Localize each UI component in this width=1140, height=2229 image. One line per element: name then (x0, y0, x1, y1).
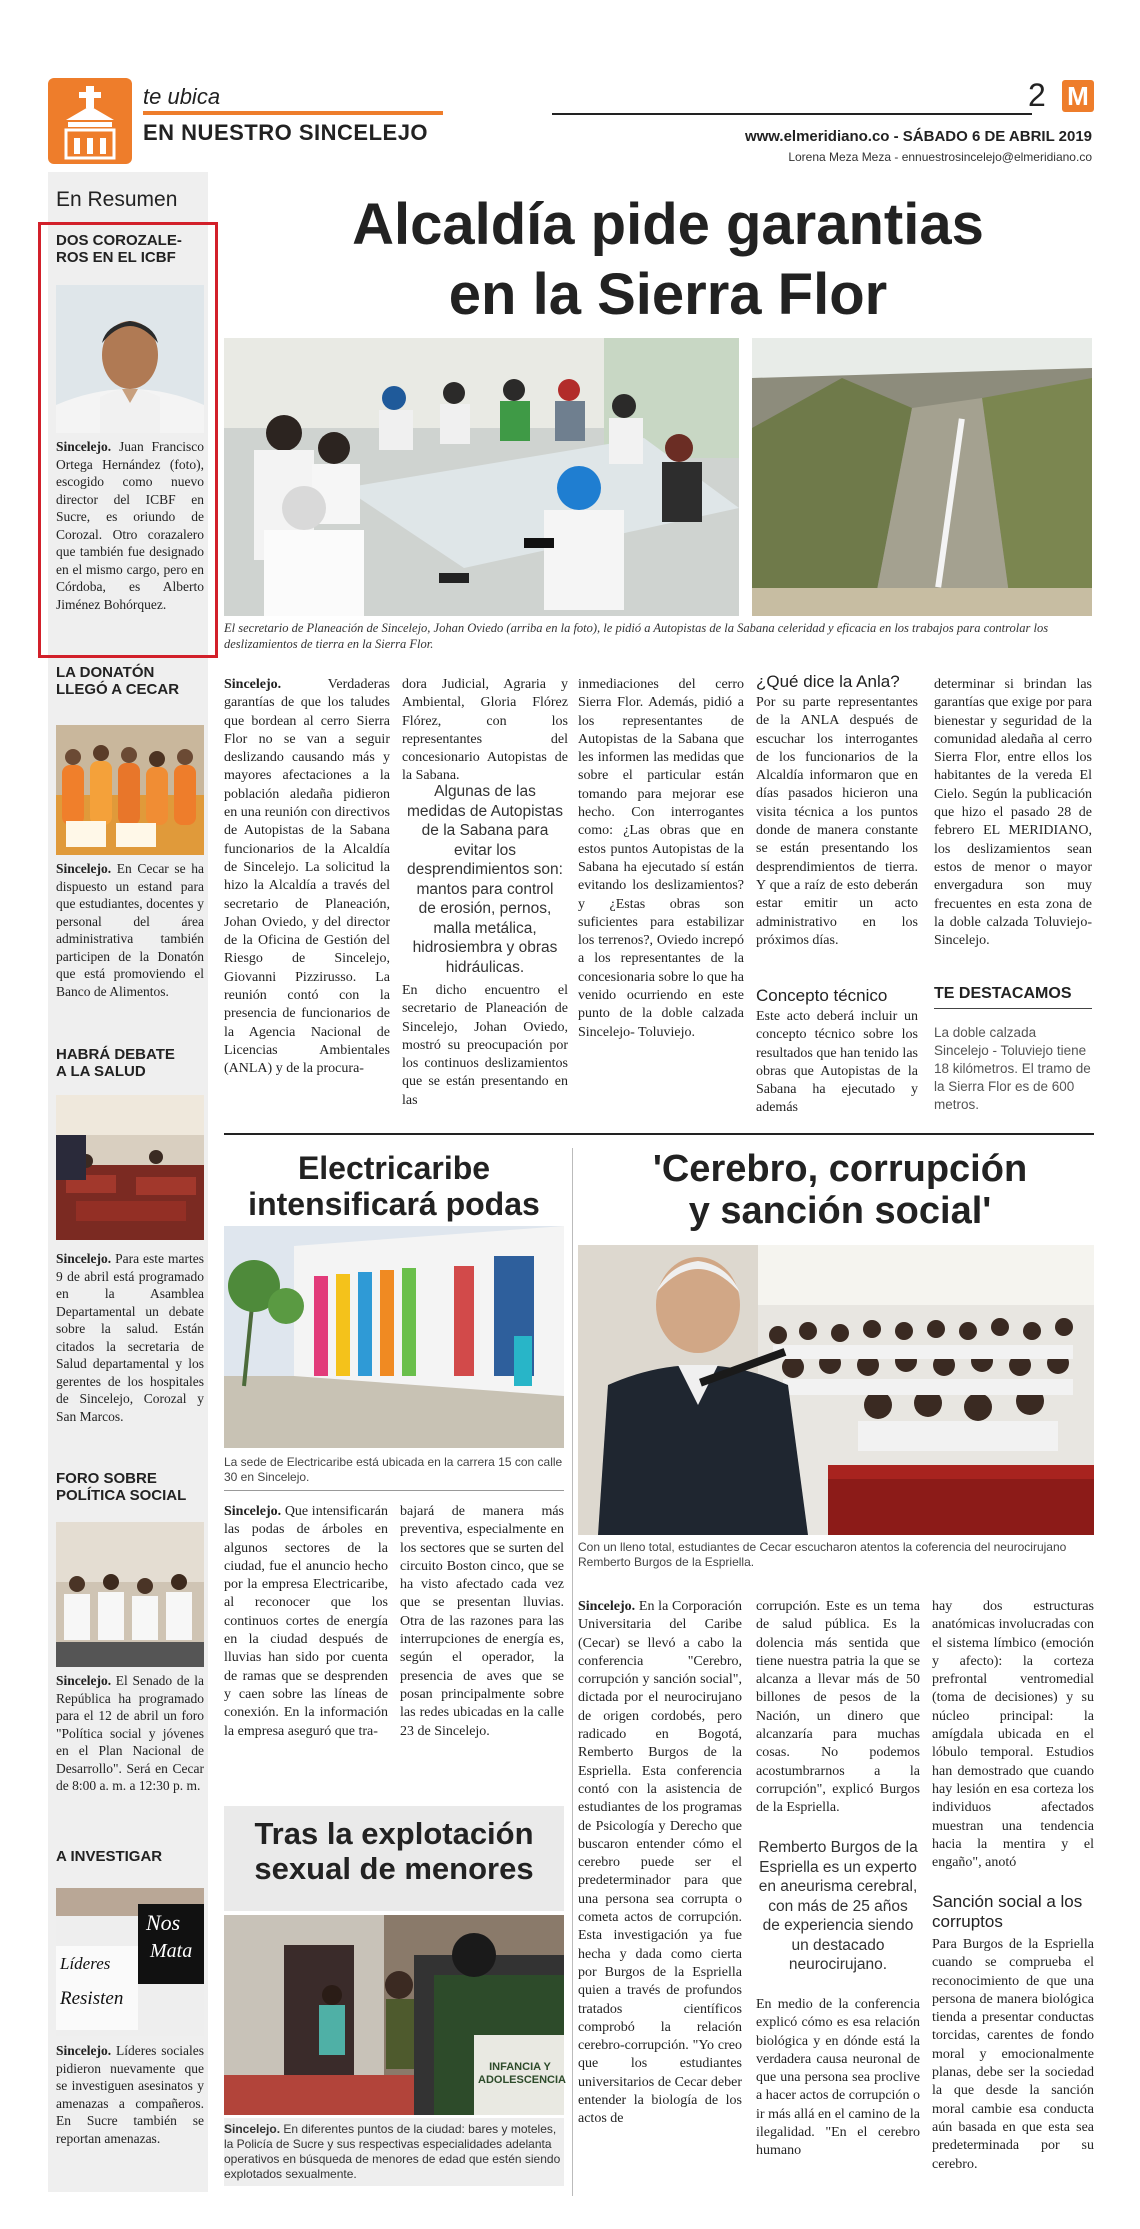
vest-label: INFANCIA Y ADOLESCENCIA (478, 2061, 567, 2086)
sidebar-item-heading: HABRÁ DEBATE A LA SALUD (56, 1046, 175, 1080)
highlight-rule (934, 1008, 1092, 1009)
article-column: corrupción. Este es un tema de salud pública. Es la dolencia más sentida que tiene nuestra patria la que se alcanza a llevar más de 50 billones de pesos de la Nación, un dinero que alcanzaría para muchas cosas. No podemos acostumbrarnos a la corrupción", explicó Burgos de la Espriella. (756, 1599, 920, 1816)
header-divider (143, 111, 443, 115)
article-subhead: ¿Qué dice la Anla? (756, 672, 900, 691)
highlight-frame (38, 222, 218, 658)
meeting-photo (224, 338, 739, 616)
sidebar-item-body: Sincelejo. Para este martes 9 de abril está programado en la Asamblea Departamental un debate sobre la salud. Están citados la secretaria de Salud departamental y los gerentes de los hospitales de Sincelejo, Corozal y San Marcos. (56, 1251, 204, 1424)
section-divider (224, 1133, 1094, 1135)
section-kicker: te ubica (143, 84, 221, 109)
sidebar-item-heading: A INVESTIGAR (56, 1848, 163, 1865)
sign-word: Resisten (60, 1988, 124, 2009)
article-column: Para Burgos de la Espriella cuando se comprueba el reconocimiento de que una persona de manera biológica tienda a presentar conductas torcidas, carentes de fondo moral y emocionalmente planas, debe ser la sociedad la que desde la sanción moral cambie esa conducta aún basada en que esta sea predeterminada por su cerebro. (932, 1937, 1094, 2172)
brand-logo: M (1062, 80, 1094, 112)
header-rule (552, 113, 1032, 115)
sidebar-item-body: Sincelejo. En Cecar se ha dispuesto un estand para que estudiantes, docentes y personal del área administrativa también participen de la Donatón que está promoviendo el Banco de Alimentos. (56, 861, 204, 999)
sign-word: Nos (146, 1910, 181, 1935)
pull-quote: Remberto Burgos de la Espriella es un experto en aneurisma cerebral, con más de 25 años de experiencia siendo un destacado neurocirujano. (758, 1839, 918, 1973)
church-logo-icon (48, 78, 132, 164)
sidebar-item-body: Sincelejo. Juan Francisco Ortega Hernández (foto), escogido como nuevo director del ICBF en Sucre, es oriundo de Corozal. Otro corazalero que también fue designado en el mismo cargo, pero en Córdoba, es Alberto Jiménez Bohórquez. (56, 439, 204, 612)
donation-stand-photo (56, 725, 204, 855)
article-column: Este acto deberá incluir un concepto técnico sobre los resultados que han tenido las obras que Autopistas de la Sabana ha ejecutado y además (756, 1009, 918, 1116)
article-column: Por su parte representantes de la ANLA después de escuchar los interrogantes de los funcionarios de la Alcaldía informaron que en días pasados hicieron una visita técnica a los puntos donde de manera constante se están presentando los desprendimientos de tierra. Y que a raíz de esto deberán estar emitir un acto administrativo en los próximos días. (756, 695, 918, 948)
caption-rule (224, 1490, 564, 1491)
protest-signs-photo (56, 1888, 204, 2036)
article-column: En dicho encuentro el secretario de Planeación de Sincelejo, Johan Oviedo, mostró su preocupación por los continuos deslizamientos que se están presentando en las (402, 983, 568, 1108)
sign-word: Mata (150, 1940, 193, 1962)
article-subhead: Sanción social a los corruptos (932, 1892, 1083, 1931)
section-title: EN NUESTRO SINCELEJO (143, 120, 429, 145)
article-column: Sincelejo. Que intensificarán las podas de árboles en algunos sectores de la ciudad, fue el anuncio hecho por la empresa Electricaribe, al reconocer que los continuos cortes de energía en la ciudad después de lluvias han sido por cuenta de ramas que se desprenden y caen sobre las líneas de conexión. En la información la empresa aseguró que tra- (224, 1504, 388, 1739)
article-column: dora Judicial, Agraria y Ambiental, Gloria Flórez Flórez, con los representantes del concesionario Autopistas de la Sabana. (402, 677, 568, 784)
byline: Lorena Meza Meza - ennuestrosincelejo@elmeridiano.co (788, 150, 1092, 164)
article-column: En medio de la conferencia explicó cómo es esa relación biológica y en dónde está la verdadera causa neuronal de que una persona sea proclive a hacer actos de corrupción o ir más allá en el camino de la ilegalidad. "En el cerebro humano (756, 1997, 920, 2159)
sidebar-item-heading: FORO SOBRE POLÍTICA SOCIAL (56, 1470, 187, 1504)
sidebar-item-heading: LA DONATÓN LLEGÓ A CECAR (56, 664, 180, 698)
page-number: 2 (1028, 77, 1046, 113)
article-column: Sincelejo. En la Corporación Universitaria del Caribe (Cecar) se llevó a cabo la conferencia "Cerebro, corrupción y sanción social", dictada por el neurocirujano de origen cordobés, pero radicado en Bogotá, Remberto Burgos de la Espriella. Esta conferencia contó con la asistencia de estudiantes de los programas de Psicología y Derecho que buscaron entender cómo el cerebro puede ser el predeterminador para que una persona sea corrupta o cometa actos de corrupción. Esta investigación ya fue hecha y dada como cierta por Burgos de la Espriella quien a través de profundos tratados científicos comprobó la relación cerebro-corrupción. "Yo creo que los estudiantes universitarios de Cecar deber entender la biología de los actos de (578, 1599, 742, 2127)
pull-quote: Algunas de las medidas de Autopistas de la Sabana para evitar los desprendimientos son: mantos para control de erosión, pernos, malla metálica, hidrosiembra y obras hidráulicas. (407, 783, 563, 976)
photo-caption: El secretario de Planeación de Sincelejo, Johan Oviedo (arriba en la foto), le pidió a Autopistas de la Sabana celeridad y eficacia en los trabajos para controlar los deslizamientos de tierra en la Sierra Flor. (224, 621, 1049, 651)
conference-photo (578, 1245, 1094, 1535)
sidebar-item-body: Sincelejo. El Senado de la República ha programado para el 12 de abril un foro "Política social y jóvenes en el Plan Nacional de Desarrollo". Será en Cecar de 8:00 a. m. a 12:30 p. m. (56, 1673, 204, 1793)
article-column: determinar si brindan las garantías que exige por para bienestar y seguridad de la comunidad aledaña al cerro Sierra Flor, entre ellos los habitantes de la vereda El Cielo. Según la publicación que hizo el pasado 28 de febrero EL MERIDIANO, los deslizamientos sean estos de menor o mayor envergadura son muy frecuentes en esta zona de la doble calzada Toluviejo-Sincelejo. (934, 677, 1092, 949)
electricaribe-headline: Electricaribe intensificará podas (248, 1150, 540, 1222)
sign-word: Líderes (60, 1954, 111, 1973)
sidebar-item-heading: DOS COROZALE- ROS EN EL ICBF (56, 232, 182, 266)
cerebro-headline: 'Cerebro, corrupción y sanción social' (652, 1148, 1028, 1232)
photo-caption: Con un lleno total, estudiantes de Cecar escucharon atentos la coferencia del neurocirujano Remberto Burgos de la Espriella. (578, 1540, 1067, 1569)
photo-caption: Sincelejo. En diferentes puntos de la ciudad: bares y moteles, la Policía de Sucre y sus respectivas especialidades adelanta operativos en búsqueda de menores de edad que estén siendo explotados sexualmente. (224, 2118, 564, 2186)
dateline: www.elmeridiano.co - SÁBADO 6 DE ABRIL 2019 (744, 128, 1092, 145)
article-column: inmediaciones del cerro Sierra Flor. Además, pidió a los representantes de Autopistas de la Sabana que les informen las medidas que sobre el particular están tomando para mejorar ese hecho. Con interrogantes como: ¿Las obras que en estos puntos Autopistas de la Sabana ha ejecutado sí están evitando los deslizamientos? y ¿Estas obras son suficientes para estabilizar los terrenos?, Oviedo increpó a los representantes de la concesionaria sobre lo que ha venido ocurriendo en este punto de la doble calzada Sincelejo- Toluviejo. (578, 677, 744, 1040)
police-operation-photo (224, 1915, 567, 2115)
sidebar-title: En Resumen (56, 188, 178, 211)
article-column: bajará de manera más preventiva, especialmente en los sectores que se surten del circuito Boston cinco, que se ha visto afectado cada vez que se presentan lluvias. Otra de las razones para las interrupciones de energía es, según el operador, la presencia de aves que se posan principalmente sobre las redes ubicadas en la calle 23 de Sincelejo. (400, 1504, 564, 1739)
column-divider (572, 1148, 573, 2196)
sidebar-item-body: Sincelejo. Líderes sociales pidieron nuevamente que se investiguen asesinatos y amenazas a compañeros. En Sucre también se reportan amenazas. (56, 2043, 204, 2146)
assembly-photo (56, 1095, 204, 1240)
hillside-photo (752, 338, 1092, 616)
electricaribe-building-photo (224, 1226, 564, 1448)
article-column: Sincelejo. Verdaderas garantías de que los taludes que bordean al cerro Sierra Flor no se van a seguir deslizando causando más y mayores afectaciones a la población aledaña pidieron en una reunión con directivos de Autopistas de la Sabana funcionarios de la Alcaldía de Sincelejo. La solicitud la hizo la Alcaldía a través del secretario de Planeación, Johan Oviedo, y del director de la Oficina de Gestión del Riesgo de Sincelejo, Giovanni Pizzirusso. La reunión contó con la presencia de funcionarios de la Agencia Nacional de Licencias Ambientales (ANLA) y de la procura- (224, 677, 390, 1077)
tras-headline: Tras la explotación sexual de menores (254, 1816, 534, 1886)
article-column: hay dos estructuras anatómicas involucradas con el sistema límbico (emoción y afecto): la corteza prefrontal ventromedial (toma de decisiones) y su núcleo principal: la amígdala ubicada en el lóbulo temporal. Estudios han demostrado que cuando hay lesión en esa corteza los individuos afectados muestran una tendencia hacia la mentira y el engaño", anotó (932, 1599, 1094, 1871)
main-headline: Alcaldía pide garantias en la Sierra Flor (352, 192, 984, 327)
article-subhead: Concepto técnico (756, 986, 888, 1005)
photo-caption: La sede de Electricaribe está ubicada en la carrera 15 con calle 30 en Sincelejo. (224, 1455, 563, 1484)
highlight-heading: TE DESTACAMOS (934, 985, 1072, 1002)
highlight-body: La doble calzada Sincelejo - Toluviejo tiene 18 kilómetros. El tramo de la Sierra Flor es de 600 metros. (934, 1025, 1091, 1112)
forum-photo (56, 1522, 204, 1667)
